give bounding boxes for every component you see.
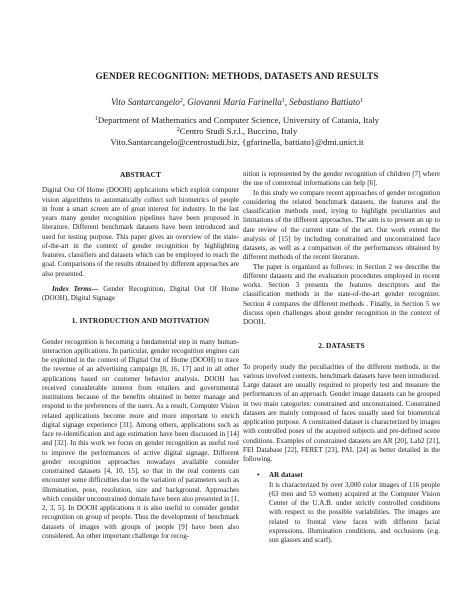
affiliation-block bbox=[0, 115, 474, 149]
author-name: Giovanni Maria Farinella bbox=[187, 97, 282, 107]
abstract-heading: ABSTRACT bbox=[119, 170, 162, 179]
organization-paragraph: The paper is organized as follows: in Section 2 we describe the different datasets and the evaluation procedures employed in recent works. Section 3 presents the features descriptors and the classification methods in the state-of-the-art gender recognizer. Section 4 compares the different methods . Finally, in Section 5 we discuss open challenges about gender recognition in the context of DOOH. bbox=[243, 262, 440, 326]
intro-text: Gender recognition is becoming a fundamental step in many human-interaction applications. In particular, gender recognition engines can be exploited in the context of Digital Out of Home (DOOH) to trace the revenue of an advertising campaign [8, 16, 17] and in all other applications based on customer behavior analysis. DOOH has received considerable interest from retailers and governmental institutions because of the benefits obtained in better manage and respond to the preferences of the users. As a result, Computer Vision related applications become more and more important to enrich digital signage experience [31]. Among others, applications such as face re-identification and age estimation have been discussed in [14] and [32]. In this work we focus on gender recognition as useful tool to improve the performances of active digital signage. Different gender recognition approaches nowadays available consider constrained datasets [4, 10, 15], so that in the real contexts can encounter some difficulties due to the variation of parameters such as illumination, pose, resolution, size and background. Approaches which consider unconstrained domain have been also presented in [1, 2, 3, 5]. In DOOH applications it is also useful to consider gender recognition on group of people. Thus the development of benchmark datasets of images with groups of people [9] have been also considered. An other important challenge for recog- bbox=[42, 337, 239, 540]
affiliation-marker: 1 bbox=[94, 116, 98, 122]
author-separator: , bbox=[182, 97, 188, 107]
affiliation-line bbox=[0, 115, 474, 126]
datasets-heading: 2. DATASETS bbox=[318, 341, 365, 351]
intro-heading: 1. INTRODUCTION AND MOTIVATION bbox=[71, 316, 210, 326]
bullet-icon: • bbox=[257, 471, 260, 480]
author-affiliation-marker: 1 bbox=[281, 98, 285, 104]
left-column bbox=[42, 170, 239, 541]
datasets-text: To properly study the peculiarities of the different methods, in the various involved contexts, benchmark datasets have been introduced. Large dataset are usually required to properly test and measure the performances of an approach. Gender image datasets can be grouped in two main categories: constrained and unconstrained. Constrained datasets are mainly composed of faces usually used for biometrical application purpose. A constrained dataset is characterized by images with controlled poses of the acquired subjects and pre-defined scene conditions. Examples of constrained datasets are AR [20], Lab2 [21], FEI Database [22], FERET [23], PAL [24] as better detailed in the following. bbox=[243, 362, 440, 463]
index-terms-label: Index Terms— bbox=[52, 284, 99, 293]
author-affiliation-marker: 2 bbox=[179, 98, 183, 104]
author-separator: , bbox=[284, 97, 290, 107]
affiliation-emails: Vito.Santarcangelo@centrostudi.biz, {gfarinella, battiato}@dmi.unict.it bbox=[110, 137, 364, 148]
ar-dataset-item bbox=[243, 471, 440, 480]
continued-text: nition is represented by the gender recognition of children [7] where the use of contextual informations can help [6]. bbox=[243, 170, 440, 188]
affiliation-marker: 2 bbox=[176, 127, 180, 134]
ar-dataset-text: It is characterized by over 3,000 color images of 116 people (63 men and 53 women) acquired at the Computer Vision Center of the U.A.B. under strictly controlled conditions with respect to the possible variabilities. The images are related to frontal view faces with different facial expressions, illumination conditions, and occlusions (e.g. sun glasses and scarf). bbox=[269, 480, 440, 544]
author-name: Vito Santarcangelo bbox=[111, 97, 180, 107]
index-terms bbox=[42, 285, 239, 304]
author-affiliation-marker: 1 bbox=[360, 98, 363, 104]
affiliation-text: Centro Studi S.r.l., Buccino, Italy bbox=[179, 126, 298, 137]
abstract-text: Digital Out Of Home (DOOH) applications which exploit computer vision algorithms to automatically collect soft biometrics of people in front a smart screen are of great interest for industry. In the last years many gender recognition pipelines have been proposed in literature. Different benchmark datasets have been introduced and used for testing purpose. This paper gives an overview of the state-of-the-art in the context of gender recognition by highlighting features, classifiers and datasets which can be employed to reach the goal. Comparisons of the results obtained by different approaches are also presented. bbox=[42, 186, 239, 278]
affiliation-line bbox=[0, 126, 474, 137]
paper-title: GENDER RECOGNITION: METHODS, DATASETS AND RESULTS bbox=[95, 71, 379, 81]
affiliation-text: Department of Mathematics and Computer Science, University of Catania, Italy bbox=[97, 115, 380, 125]
author-name: Sebastiano Battiato bbox=[289, 97, 360, 107]
author-list bbox=[0, 97, 474, 107]
ar-dataset-title: AR dataset bbox=[269, 471, 303, 480]
overview-paragraph: In this study we compare recent approaches of gender recognition considering the related benchmark datasets, the features and the classification methods used, trying to highlight peculiarities and limitations of the different approaches. The aim is to present an up to date review of the current state of the art. Our work extend the analysis of [15] by including constrained and unconstrained face datasets, as well as a comparison of the performances obtained by different methods of the recent literature. bbox=[243, 188, 440, 262]
right-column bbox=[243, 170, 440, 545]
index-terms-text: Gender Recognition, Digital Out Of Home (DOOH), Digital Signage bbox=[42, 284, 239, 302]
